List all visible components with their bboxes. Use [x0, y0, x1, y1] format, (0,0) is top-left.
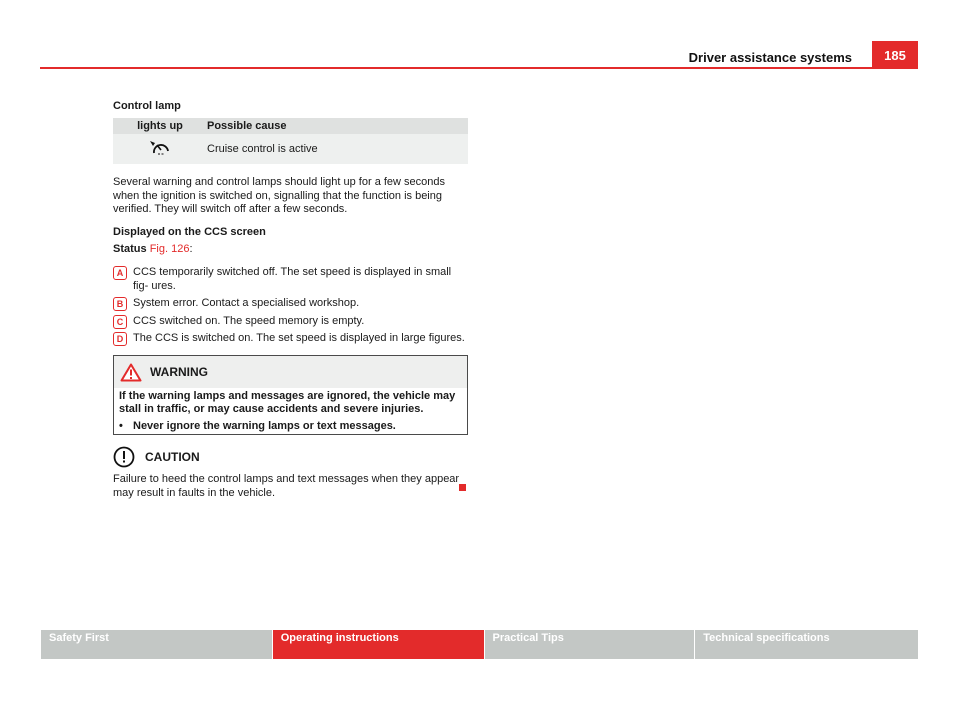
caution-icon	[113, 446, 135, 468]
lamp-cause-cell: Cruise control is active	[207, 134, 468, 164]
warning-bullet	[119, 420, 462, 433]
status-colon: :	[189, 243, 193, 255]
list-item	[113, 332, 468, 346]
footer-tab-technical-specifications[interactable]: Technical specifications	[695, 630, 918, 659]
footer-nav	[41, 630, 918, 659]
intro-paragraph: Several warning and control lamps should light up for a few seconds when the ignition is switched on, signalling that the function is being verified. They will switch off after a few seconds.	[113, 176, 446, 215]
control-lamp-table	[113, 118, 468, 164]
list-item	[113, 297, 468, 311]
ccs-screen-heading: Displayed on the CCS screen	[113, 226, 266, 238]
footer-tab-operating-instructions[interactable]: Operating instructions	[273, 630, 484, 659]
list-item	[113, 315, 468, 329]
lamp-icon-cell	[113, 134, 207, 164]
chapter-title: Driver assistance systems	[688, 50, 852, 65]
column-header-possible-cause: Possible cause	[207, 118, 468, 134]
list-item	[113, 266, 468, 293]
warning-box	[113, 355, 468, 435]
warning-title: WARNING	[150, 365, 208, 379]
page-number	[872, 41, 918, 67]
caution-text: Failure to heed the control lamps and text messages when they appear may result in faults in the vehicle.	[113, 473, 460, 499]
warning-body	[114, 388, 467, 435]
warning-bullet-text: Never ignore the warning lamps or text messages.	[133, 420, 396, 432]
status-line	[113, 243, 468, 257]
warning-header	[114, 356, 467, 388]
caution-header	[113, 446, 200, 468]
warning-text: If the warning lamps and messages are ignored, the vehicle may stall in traffic, or may cause accidents and severe injuries.	[119, 390, 456, 415]
badge-c: C	[113, 315, 127, 329]
warning-triangle-icon	[120, 363, 142, 382]
footer-tab-safety-first[interactable]: Safety First	[41, 630, 272, 659]
table-header-row	[113, 118, 468, 134]
table-row	[113, 134, 468, 164]
page-number-label: 185	[884, 48, 906, 63]
column-header-lights-up: lights up	[113, 118, 207, 134]
badge-b: B	[113, 297, 127, 311]
bullet-icon: •	[119, 420, 123, 432]
footer-tab-practical-tips[interactable]: Practical Tips	[485, 630, 695, 659]
status-text-c: CCS switched on. The speed memory is empty.	[133, 314, 365, 327]
header-rule	[40, 67, 918, 69]
section-end-marker	[459, 484, 466, 491]
badge-a: A	[113, 266, 127, 280]
badge-d: D	[113, 332, 127, 346]
caution-title: CAUTION	[145, 450, 200, 464]
cruise-control-icon	[149, 139, 171, 157]
status-text-b: System error. Contact a specialised workshop.	[133, 297, 360, 309]
status-text-d: The CCS is switched on. The set speed is displayed in large figures.	[133, 332, 465, 344]
figure-link[interactable]: Fig. 126	[149, 243, 190, 255]
status-list	[113, 266, 468, 350]
control-lamp-heading: Control lamp	[113, 100, 181, 112]
status-label: Status	[113, 243, 147, 255]
status-text-a: CCS temporarily switched off. The set speed is displayed in small fig- ures.	[133, 266, 452, 292]
